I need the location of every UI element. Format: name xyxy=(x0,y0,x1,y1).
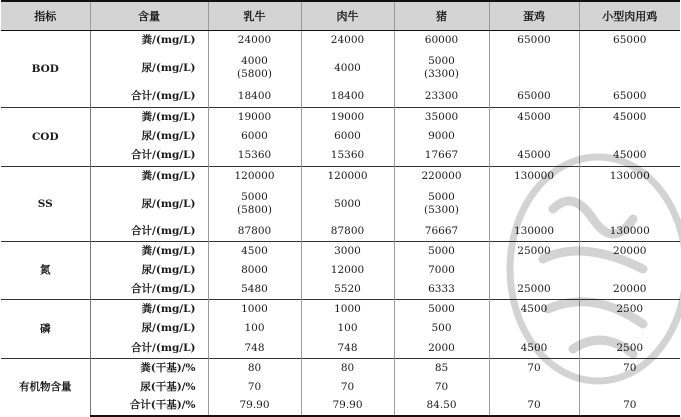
table-row xyxy=(1,108,680,127)
value-cell: 5000 (3300) xyxy=(394,50,489,87)
value-cell: 25000 xyxy=(489,280,579,300)
table-row xyxy=(1,319,680,339)
content-label-cell: 尿/(mg/L) xyxy=(90,186,208,223)
value-cell: 100 xyxy=(208,319,301,339)
value-cell: 130000 xyxy=(579,223,680,242)
value-cell: 70 xyxy=(394,378,489,397)
indicator-cell: BOD xyxy=(1,31,90,108)
value-cell: 80 xyxy=(301,359,394,378)
value-cell: 79.90 xyxy=(301,397,394,416)
value-cell xyxy=(489,319,579,339)
header-laying-hen: 蛋鸡 xyxy=(489,1,579,31)
table-row xyxy=(1,261,680,280)
value-cell: 20000 xyxy=(579,280,680,300)
table-row xyxy=(1,339,680,359)
header-beef-cattle: 肉牛 xyxy=(301,1,394,31)
value-cell: 24000 xyxy=(208,31,301,50)
value-cell: 45000 xyxy=(579,108,680,127)
table-row xyxy=(1,300,680,319)
value-cell: 5000 (5300) xyxy=(394,186,489,223)
header-indicator: 指标 xyxy=(1,1,90,31)
value-cell: 6000 xyxy=(301,127,394,146)
value-cell: 15360 xyxy=(301,146,394,167)
indicator-cell: 氮 xyxy=(1,242,90,300)
value-cell xyxy=(579,378,680,397)
value-cell: 12000 xyxy=(301,261,394,280)
header-dairy-cattle: 乳牛 xyxy=(208,1,301,31)
value-cell: 1000 xyxy=(301,300,394,319)
value-cell: 23300 xyxy=(394,87,489,108)
indicator-cell: 磷 xyxy=(1,300,90,359)
value-cell: 84.50 xyxy=(394,397,489,416)
table-row xyxy=(1,378,680,397)
indicator-cell: COD xyxy=(1,108,90,167)
value-cell: 35000 xyxy=(394,108,489,127)
value-cell xyxy=(579,127,680,146)
value-cell: 4000 (5800) xyxy=(208,50,301,87)
value-cell: 70 xyxy=(579,397,680,416)
value-cell: 2000 xyxy=(394,339,489,359)
content-label-cell: 粪/(mg/L) xyxy=(90,167,208,186)
value-cell: 120000 xyxy=(208,167,301,186)
value-cell: 79.90 xyxy=(208,397,301,416)
value-cell xyxy=(489,261,579,280)
value-cell xyxy=(579,186,680,223)
content-label-cell: 合计/(mg/L) xyxy=(90,87,208,108)
value-cell: 45000 xyxy=(579,146,680,167)
value-cell: 2500 xyxy=(579,300,680,319)
value-cell: 70 xyxy=(489,397,579,416)
content-label-cell: 粪/(mg/L) xyxy=(90,300,208,319)
content-label-cell: 粪(干基)/% xyxy=(90,359,208,378)
value-cell: 6000 xyxy=(208,127,301,146)
value-cell: 18400 xyxy=(208,87,301,108)
content-label-cell: 合计/(mg/L) xyxy=(90,223,208,242)
value-cell: 76667 xyxy=(394,223,489,242)
table-row xyxy=(1,223,680,242)
value-cell: 5480 xyxy=(208,280,301,300)
value-cell xyxy=(579,50,680,87)
table-row xyxy=(1,186,680,223)
value-cell: 5000 (5800) xyxy=(208,186,301,223)
value-cell: 220000 xyxy=(394,167,489,186)
table-row xyxy=(1,127,680,146)
value-cell: 1000 xyxy=(208,300,301,319)
value-cell: 65000 xyxy=(579,87,680,108)
table-row xyxy=(1,87,680,108)
value-cell: 748 xyxy=(208,339,301,359)
content-label-cell: 合计(干基)/% xyxy=(90,397,208,416)
value-cell: 70 xyxy=(489,359,579,378)
value-cell: 25000 xyxy=(489,242,579,261)
table-body xyxy=(1,31,680,416)
value-cell: 65000 xyxy=(489,31,579,50)
content-label-cell: 合计/(mg/L) xyxy=(90,339,208,359)
value-cell: 7000 xyxy=(394,261,489,280)
value-cell: 15360 xyxy=(208,146,301,167)
value-cell: 60000 xyxy=(394,31,489,50)
value-cell: 45000 xyxy=(489,108,579,127)
value-cell: 2500 xyxy=(579,339,680,359)
value-cell: 24000 xyxy=(301,31,394,50)
value-cell xyxy=(489,127,579,146)
value-cell: 6333 xyxy=(394,280,489,300)
value-cell: 19000 xyxy=(301,108,394,127)
value-cell: 4000 xyxy=(301,50,394,87)
content-label-cell: 尿/(mg/L) xyxy=(90,319,208,339)
value-cell: 70 xyxy=(208,378,301,397)
value-cell: 130000 xyxy=(489,167,579,186)
value-cell xyxy=(489,186,579,223)
value-cell: 17667 xyxy=(394,146,489,167)
value-cell: 45000 xyxy=(489,146,579,167)
header-broiler: 小型肉用鸡 xyxy=(579,1,680,31)
value-cell: 70 xyxy=(301,378,394,397)
value-cell: 5000 xyxy=(394,300,489,319)
value-cell: 5520 xyxy=(301,280,394,300)
content-label-cell: 尿(干基)/% xyxy=(90,378,208,397)
value-cell: 9000 xyxy=(394,127,489,146)
value-cell xyxy=(579,319,680,339)
value-cell: 65000 xyxy=(579,31,680,50)
value-cell: 130000 xyxy=(579,167,680,186)
header-content: 含量 xyxy=(90,1,208,31)
value-cell: 87800 xyxy=(301,223,394,242)
table-row xyxy=(1,146,680,167)
value-cell: 5000 xyxy=(394,242,489,261)
value-cell xyxy=(489,50,579,87)
value-cell: 19000 xyxy=(208,108,301,127)
value-cell xyxy=(489,378,579,397)
value-cell: 87800 xyxy=(208,223,301,242)
value-cell: 18400 xyxy=(301,87,394,108)
content-label-cell: 合计/(mg/L) xyxy=(90,146,208,167)
table-row xyxy=(1,31,680,50)
table-row xyxy=(1,50,680,87)
indicator-cell: SS xyxy=(1,167,90,242)
value-cell: 5000 xyxy=(301,186,394,223)
value-cell: 80 xyxy=(208,359,301,378)
value-cell: 20000 xyxy=(579,242,680,261)
content-label-cell: 尿/(mg/L) xyxy=(90,50,208,87)
content-label-cell: 尿/(mg/L) xyxy=(90,261,208,280)
content-label-cell: 合计/(mg/L) xyxy=(90,280,208,300)
indicator-cell: 有机物含量 xyxy=(1,359,90,416)
header-pig: 猪 xyxy=(394,1,489,31)
table-row xyxy=(1,167,680,186)
pollutant-content-table xyxy=(1,0,680,417)
value-cell: 130000 xyxy=(489,223,579,242)
table-row xyxy=(1,242,680,261)
value-cell: 3000 xyxy=(301,242,394,261)
table-row xyxy=(1,359,680,378)
value-cell: 8000 xyxy=(208,261,301,280)
content-label-cell: 粪/(mg/L) xyxy=(90,31,208,50)
content-label-cell: 粪/(mg/L) xyxy=(90,242,208,261)
content-label-cell: 尿/(mg/L) xyxy=(90,127,208,146)
value-cell xyxy=(579,261,680,280)
header-row xyxy=(1,1,680,31)
value-cell: 85 xyxy=(394,359,489,378)
content-label-cell: 粪/(mg/L) xyxy=(90,108,208,127)
value-cell: 748 xyxy=(301,339,394,359)
value-cell: 100 xyxy=(301,319,394,339)
value-cell: 500 xyxy=(394,319,489,339)
value-cell: 65000 xyxy=(489,87,579,108)
value-cell: 70 xyxy=(579,359,680,378)
value-cell: 4500 xyxy=(489,339,579,359)
table-row xyxy=(1,280,680,300)
value-cell: 4500 xyxy=(489,300,579,319)
table-row xyxy=(1,397,680,416)
value-cell: 120000 xyxy=(301,167,394,186)
value-cell: 4500 xyxy=(208,242,301,261)
